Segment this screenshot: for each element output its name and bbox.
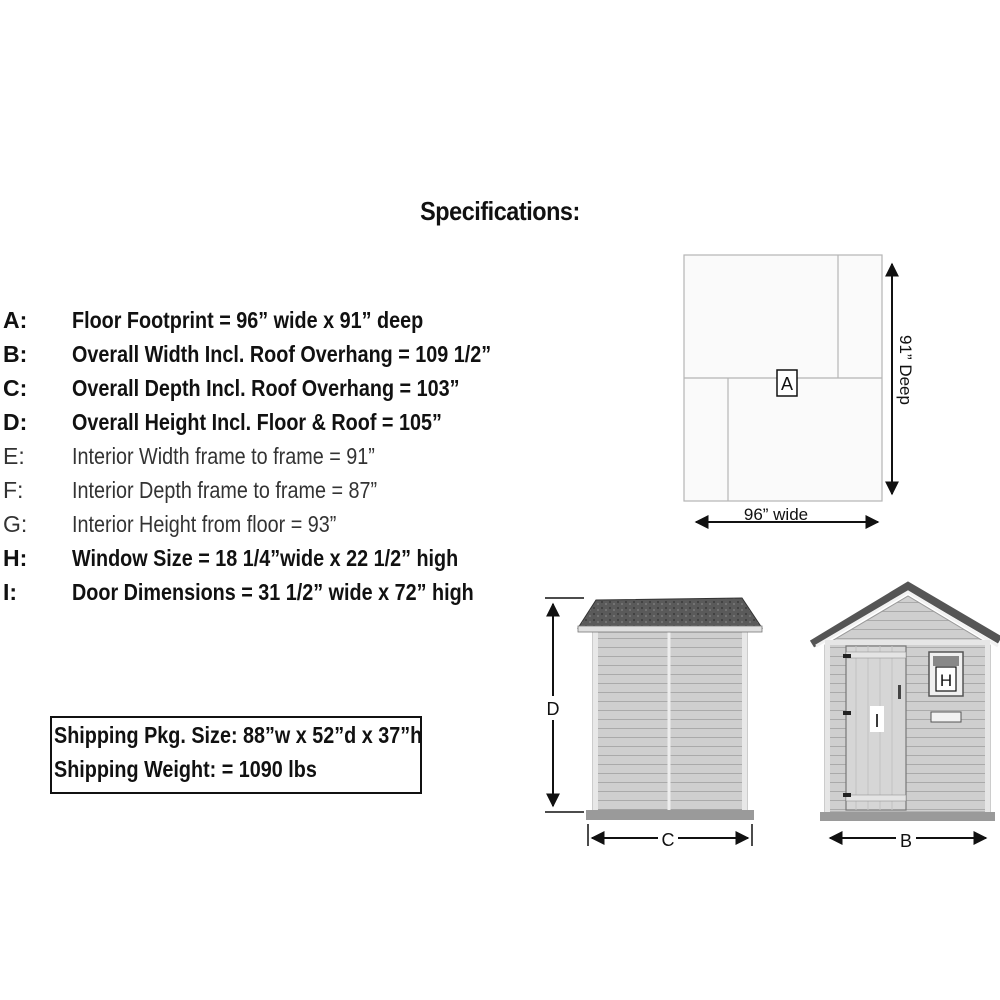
spec-text: Overall Height Incl. Floor & Roof = 105” (72, 409, 442, 435)
side-roof (578, 598, 762, 628)
door-hinge (843, 654, 851, 658)
spec-text: Interior Height from floor = 93” (72, 511, 337, 537)
window-label: H (939, 671, 953, 690)
page-title: Specifications: (420, 196, 580, 226)
spec-text: Floor Footprint = 96” wide x 91” deep (72, 307, 424, 333)
spec-key: D: (3, 409, 28, 435)
shipping-size: Shipping Pkg. Size: 88”w x 52”d x 37”h (54, 722, 423, 748)
front-floor (820, 812, 995, 821)
floor-label: A (780, 374, 794, 394)
spec-text: Interior Depth frame to frame = 87” (72, 477, 378, 503)
spec-key: F: (3, 477, 24, 503)
shipping-weight: Shipping Weight: = 1090 lbs (54, 756, 317, 782)
window-pane (933, 656, 959, 666)
spec-key: B: (3, 341, 28, 367)
spec-text: Overall Depth Incl. Roof Overhang = 103” (72, 375, 460, 401)
spec-text: Door Dimensions = 31 1/2” wide x 72” high (72, 579, 474, 605)
spec-key: H: (3, 545, 28, 571)
spec-key: I: (3, 579, 18, 605)
side-fascia (578, 626, 762, 632)
floor-plan (684, 255, 915, 524)
side-trim (742, 632, 747, 810)
front-elevation (812, 586, 1000, 851)
spec-text: Window Size = 18 1/4”wide x 22 1/2” high (72, 545, 459, 571)
front-header-trim (825, 640, 990, 645)
width-label: 96” wide (743, 505, 809, 524)
side-depth-label: C (661, 830, 675, 850)
door-brace (846, 652, 906, 658)
side-height-label: D (546, 699, 560, 719)
depth-label: 91” Deep (896, 335, 915, 405)
spec-key: G: (3, 511, 28, 537)
door-hinge (843, 711, 851, 715)
door-label: I (874, 711, 880, 731)
side-floor (586, 810, 754, 820)
door-handle (898, 685, 901, 699)
spec-key: A: (3, 307, 28, 333)
front-corner-trim (825, 645, 830, 812)
window-box (931, 712, 961, 722)
side-elevation (543, 598, 762, 850)
spec-key: C: (3, 375, 28, 401)
spec-text: Interior Width frame to frame = 91” (72, 443, 375, 469)
door-brace (846, 795, 906, 801)
front-width-label: B (899, 831, 913, 851)
door-hinge (843, 793, 851, 797)
front-corner-trim (985, 645, 990, 812)
spec-text: Overall Width Incl. Roof Overhang = 109 1/2” (72, 341, 492, 367)
spec-key: E: (3, 443, 25, 469)
side-trim (593, 632, 598, 810)
